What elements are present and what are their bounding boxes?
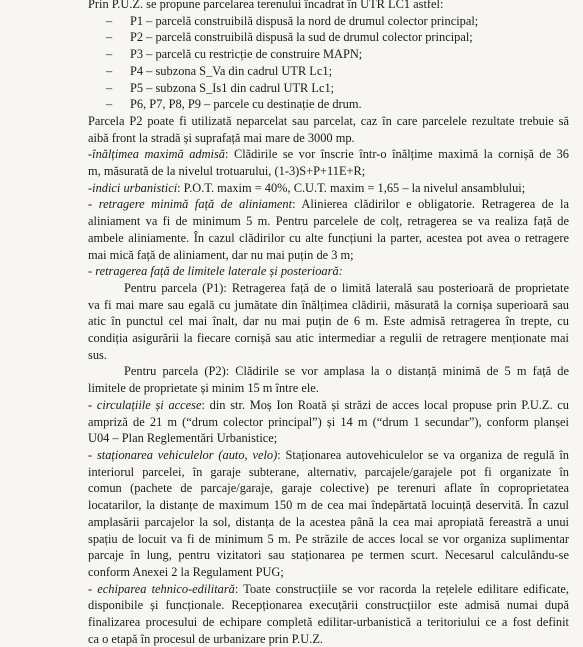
- section-retragere-aliniament: [88, 196, 569, 263]
- section-text: : Toate construcțiile se vor racorda la rețelele edilitare edificate,: [234, 581, 569, 596]
- paragraph-p1: [88, 280, 569, 364]
- text-line: amplasării parcajelor la sol, distanța de la acestea până la cea mai apropiată fereastră a unui: [88, 514, 569, 529]
- text-line: U04 – Plan Reglementări Urbanistice;: [88, 431, 278, 446]
- text-line: locatarilor, la distanțe de maximum 150 m de cea mai îndepărtată locuință deservită. În cazul: [88, 498, 569, 513]
- text-line: [88, 447, 569, 464]
- text-line: parcaje în lung, pentru vizitatori sau staționarea pe termen scurt. Necesarul calculându-se: [88, 548, 569, 563]
- list-item-text: P4 – subzona S_Va din cadrul UTR Lc1;: [130, 63, 333, 78]
- list-item-text: P2 – parcelă construibilă dispusă la sud de drumul colector principal;: [130, 30, 473, 45]
- text-line: Parcela P2 poate fi utilizată neparcelat sau parcelat, caz în care parcelele rezultate trebuie să: [88, 113, 569, 128]
- paragraph-p2-usage: [88, 113, 569, 146]
- text-line: Pentru parcela (P2): Clădirile se vor amplasa la o distanță minimă de 5 m față de: [124, 364, 569, 379]
- text-line: [88, 397, 569, 414]
- list-dash: –: [106, 63, 113, 78]
- text-line: finalizarea procesului de echipare completă edilitar-urbanistică a teritoriului ce a fost definit: [88, 615, 569, 630]
- section-text: : P.O.T. maxim = 40%, C.U.T. maxim = 1,65 – la nivelul ansamblului;: [177, 180, 526, 195]
- list-item: [88, 96, 569, 113]
- section-label: - staționarea vehiculelor (auto, velo): [88, 447, 278, 462]
- list-item-text: P3 – parcelă cu restricție de construire MAPN;: [130, 47, 363, 62]
- list-item-text: P1 – parcelă construibilă dispusă la nord de drumul colector principal;: [130, 13, 479, 28]
- text-line: ca o etapă în procesul de urbanizare prin P.U.Z.: [88, 631, 323, 646]
- section-echipare: [88, 581, 569, 647]
- parcel-list: [88, 13, 569, 113]
- list-dash: –: [106, 97, 113, 112]
- section-inaltime: [88, 146, 569, 179]
- text-line: [88, 581, 569, 598]
- list-dash: –: [106, 13, 113, 28]
- text-line: sus.: [88, 347, 107, 362]
- section-text: : Clădirile se vor înscrie într-o înălțime maximă la cornișă de 36: [225, 147, 569, 162]
- list-item: [88, 63, 569, 80]
- section-label: - echiparea tehnico-edilitară: [88, 581, 235, 596]
- list-dash: –: [106, 47, 113, 62]
- section-label: -indici urbanistici: [88, 180, 178, 195]
- list-item: [88, 46, 569, 63]
- section-stationare: [88, 447, 569, 581]
- text-line: Pentru parcela (P1): Retragerea față de o limită laterală sau posterioară de proprietate: [124, 280, 569, 295]
- text-line: disponibile și funcționale. Recepționarea execuțării construcțiilor este admisă numai după: [88, 598, 569, 613]
- text-line: [88, 196, 569, 213]
- text-line: limitele de proprietate și minim 15 m între ele.: [88, 381, 319, 396]
- section-label: - retragere minimă față de aliniament: [88, 197, 293, 212]
- text-line: m, măsurată de la nivelul trotuarului, (1-3)S+P+11E+R;: [88, 164, 366, 179]
- list-dash: –: [106, 80, 113, 95]
- text-line: aibă front la stradă și suprafață mai mare de 3000 mp.: [88, 130, 355, 145]
- list-item: [88, 13, 569, 30]
- text-line: conform Anexei 2 la Regulament PUG;: [88, 564, 284, 579]
- text-line: ampriză de 21 m (“drum colector principal”) și 14 m (“drum 1 secundar”), conform planșei: [88, 414, 569, 429]
- text-line: comun (pachete de parcaje/garaje, garaje colective) pe terenuri aflate în coproprietatea: [88, 481, 569, 496]
- intro-line: Prin P.U.Z. se propune parcelarea terenului încadrat în UTR LC1 astfel:: [88, 0, 444, 11]
- text-line: ambele aliniamente. În cazul clădirilor cu alte funcțiuni la parter, acestea pot avea o retragere: [88, 230, 569, 245]
- section-text: : din str. Moș Ion Roată și străzi de acces local propuse prin P.U.Z. cu: [201, 397, 569, 412]
- section-circulatii: [88, 397, 569, 447]
- section-text: : Staționarea autovehiculelor se va organiza de regulă în: [277, 447, 569, 462]
- text-line: [88, 146, 569, 163]
- section-label: -înălțimea maximă admisă: [88, 147, 225, 162]
- section-label: - circulațiile și accese: [88, 397, 202, 412]
- list-dash: –: [106, 30, 113, 45]
- section-indici: [88, 180, 569, 197]
- text-line: interiorul parcelei, în garaje subterane, alternativ, parcajele/garajele pot fi organizate în: [88, 464, 569, 479]
- text-line: spațiu de locuit va fi de minimum 5 m. Pe străzile de acces local se vor organiza suplimentar: [88, 531, 569, 546]
- list-item: [88, 29, 569, 46]
- text-line: mai mică față de aliniament, dar nu mai puțin de 3 m;: [88, 247, 354, 262]
- list-item-text: P5 – subzona S_Is1 din cadrul UTR Lc1;: [130, 80, 335, 95]
- text-line: aliniament va fi de minimum 5 m. Pentru parcelele de colț, retragerea se va realiza față de: [88, 214, 569, 229]
- paragraph-p2: [88, 363, 569, 396]
- list-item: [88, 80, 569, 97]
- text-line: va fi mai mare sau egală cu jumătate din înălțimea clădirii, măsurată la cornișa superioară sau: [88, 297, 569, 312]
- text-line: condiția asigurării la fiecare cornișă sau atic intermediar a regulii de retragere menționate mai: [88, 331, 569, 346]
- section-label-retragere-limite: - retragerea față de limitele laterale și posterioară:: [88, 264, 343, 279]
- text-line: atic în punctul cel mai înalt, dar nu mai puțin de 6 m. Este admisă retragerea în trepte, cu: [88, 314, 569, 329]
- list-item-text: P6, P7, P8, P9 – parcele cu destinație de drum.: [130, 97, 362, 112]
- section-text: : Alinierea clădirilor e obligatorie. Retragerea de la: [292, 197, 570, 212]
